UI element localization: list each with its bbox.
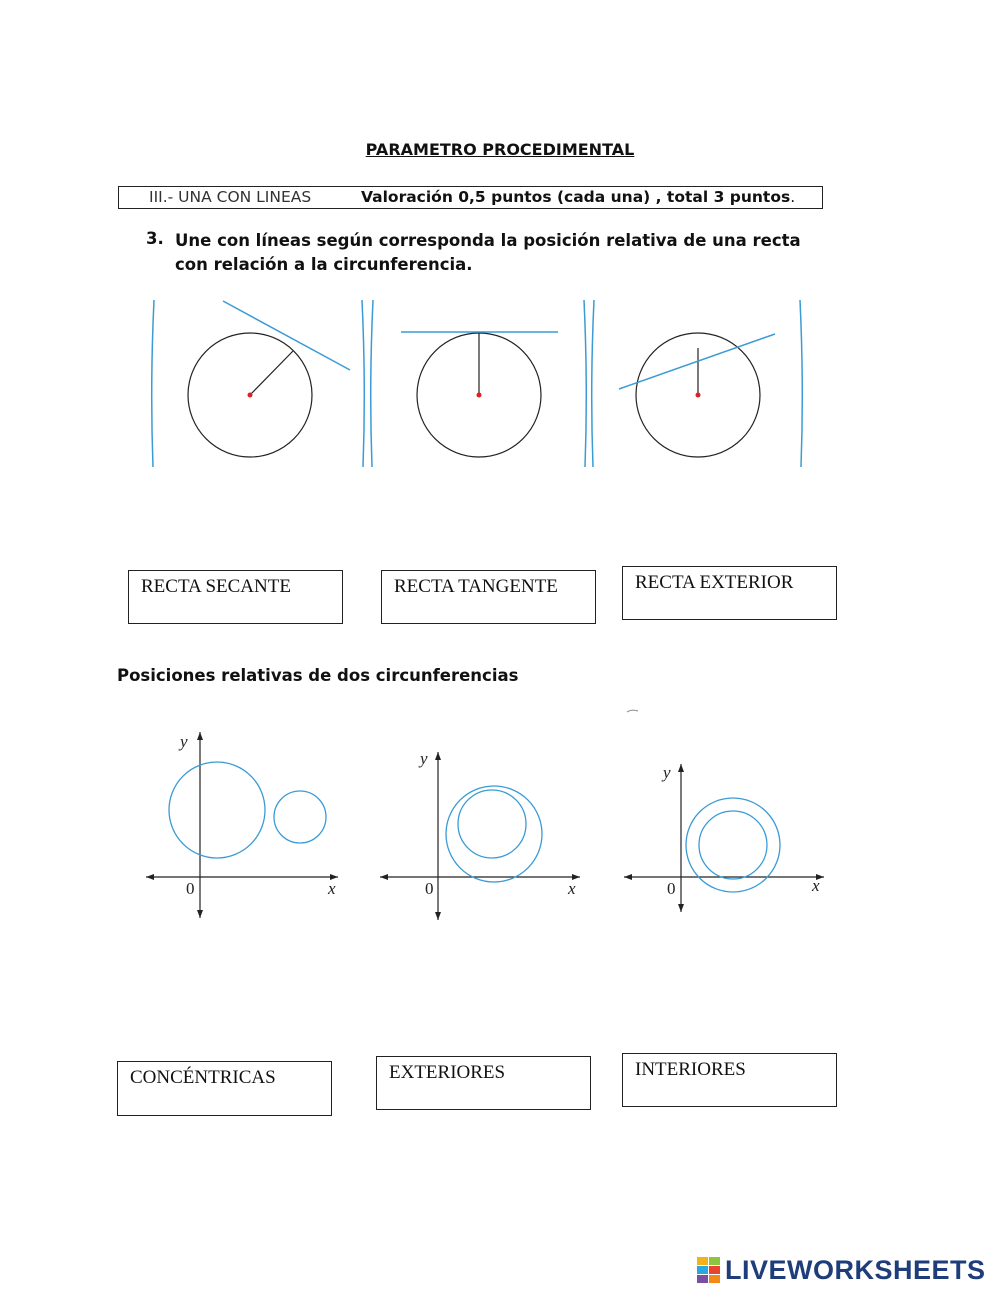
bracket-line [371,300,373,467]
origin-label: 0 [667,879,676,898]
answer-label: RECTA EXTERIOR [635,572,794,593]
large-circle [446,786,542,882]
page-title: PARAMETRO PROCEDIMENTAL [365,140,635,159]
figure-tangent-line [401,332,558,457]
x-axis-label: x [812,876,820,895]
center-point [696,393,701,398]
section-label: III.- UNA CON LINEAS [149,188,312,206]
bracket-line [362,300,364,467]
stray-mark [627,710,638,712]
answer-box-exteriores[interactable] [376,1056,591,1110]
y-axis-label: y [420,749,428,768]
bracket-line [584,300,586,467]
y-axis-label: y [663,763,671,782]
answer-box-tangent[interactable] [381,570,596,624]
figure-exterior-line [188,301,350,457]
answer-label: CONCÉNTRICAS [130,1067,276,1088]
origin-label: 0 [425,879,434,898]
answer-box-concentric[interactable] [117,1061,332,1116]
radius-line [250,351,293,395]
answer-label: RECTA TANGENTE [394,576,558,597]
graph-interior-circles [380,749,580,920]
origin-label: 0 [186,879,195,898]
question-text: Une con líneas según corresponda la posición relativa de una recta con relación a la circunferencia. [175,231,801,274]
logo-text: LIVEWORKSHEETS [725,1254,986,1285]
large-circle [169,762,265,858]
figure-brackets [152,300,803,467]
small-circle [274,791,326,843]
circles-subheading: Posiciones relativas de dos circunferencias [117,666,519,685]
y-axis-label: y [180,732,188,751]
answer-box-exterior[interactable] [622,566,837,620]
section-score: Valoración 0,5 puntos (cada una) , total 3 puntos. [361,188,796,206]
small-circle [458,790,526,858]
bracket-line [800,300,802,467]
x-axis-label: x [328,879,336,898]
logo-icon [697,1257,721,1283]
bracket-line [152,300,154,467]
exterior-line [223,301,350,370]
question-number: 3. [146,229,164,248]
figure-secant-line [619,333,775,457]
center-point [248,393,253,398]
answer-box-secant[interactable] [128,570,343,624]
answer-label: EXTERIORES [389,1062,506,1083]
bracket-line [592,300,594,467]
inner-circle [699,811,767,879]
x-axis-label: x [568,879,576,898]
answer-label: INTERIORES [635,1059,746,1080]
answer-box-interiores[interactable] [622,1053,837,1107]
outer-circle [686,798,780,892]
liveworksheets-logo [697,1255,986,1285]
secant-line [619,334,775,389]
answer-label: RECTA SECANTE [141,576,291,597]
center-point [477,393,482,398]
graph-concentric-circles [624,763,824,912]
graph-exterior-circles [146,732,338,918]
